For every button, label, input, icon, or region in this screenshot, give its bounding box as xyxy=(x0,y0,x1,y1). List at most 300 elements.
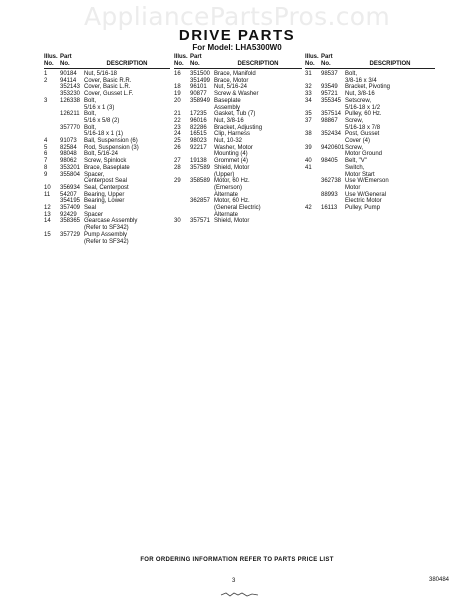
part-description: Nut, 10-32 xyxy=(214,138,243,145)
part-description: 3/8-16 x 3/4 xyxy=(345,77,377,84)
part-description: Shield, Motor xyxy=(214,218,250,225)
part-description: Brace, Baseplate xyxy=(84,164,130,171)
part-number: 357409 xyxy=(60,205,81,212)
illus-number: 29 xyxy=(174,178,181,185)
part-number xyxy=(190,105,214,112)
part-description: Bolt, xyxy=(84,97,97,104)
part-description: Pump Assembly xyxy=(84,231,128,238)
illus-number: 8 xyxy=(44,164,48,171)
part-description: Nut, 3/8-16 xyxy=(345,91,375,98)
illus-number xyxy=(305,138,321,145)
part-description: Washer, Motor xyxy=(214,144,253,151)
page-code: 380484 xyxy=(429,577,450,583)
part-description: Seal, Centerpost xyxy=(84,184,129,191)
illus-number: 28 xyxy=(174,164,181,171)
table-row xyxy=(305,205,435,212)
illus-number: 22 xyxy=(174,117,181,124)
table-row xyxy=(44,172,170,179)
table-row xyxy=(44,98,170,105)
part-description: Spacer xyxy=(84,211,104,218)
part-number: 16113 xyxy=(321,205,338,212)
illus-number xyxy=(44,84,60,91)
table-row xyxy=(44,218,170,225)
part-number xyxy=(321,125,345,132)
table-row xyxy=(174,125,302,132)
part-number: 351499 xyxy=(190,77,211,84)
illus-number: 9 xyxy=(44,171,48,178)
part-number xyxy=(190,185,214,192)
part-description: Screw & Washer xyxy=(214,91,259,98)
table-row xyxy=(44,131,170,138)
table-row xyxy=(44,192,170,199)
table-row xyxy=(174,151,302,158)
table-row xyxy=(44,165,170,172)
illus-number: 27 xyxy=(174,158,181,165)
part-description: (Emerson) xyxy=(214,184,243,191)
header-illus: Illus. No. xyxy=(44,54,58,67)
part-description: Belt, "V" xyxy=(345,158,367,165)
part-number: 91073 xyxy=(60,138,77,145)
table-row xyxy=(174,198,302,205)
table-row xyxy=(44,185,170,192)
part-description: Brace, Motor xyxy=(214,77,249,84)
illus-number: 18 xyxy=(174,84,181,91)
illus-number: 4 xyxy=(44,138,48,145)
illus-number xyxy=(44,198,60,205)
header-description: DESCRIPTION xyxy=(237,60,279,67)
table-row xyxy=(174,145,302,152)
illus-number xyxy=(44,178,60,185)
illus-number xyxy=(305,125,321,132)
header-illus: Illus. No. xyxy=(174,54,188,67)
part-description: Use W/General xyxy=(345,191,387,198)
table-row xyxy=(44,178,170,185)
part-description: Motor, 60 Hz. xyxy=(214,198,250,205)
watermark: AppliancePartsPros.com xyxy=(83,2,391,31)
part-description: (Upper) xyxy=(214,171,235,178)
part-number: 358589 xyxy=(190,178,211,185)
part-number: 88993 xyxy=(321,191,338,198)
table-row xyxy=(44,111,170,118)
part-description: Cover, Basic L.R. xyxy=(84,84,131,91)
table-row xyxy=(44,118,170,125)
part-number xyxy=(60,178,84,185)
table-row xyxy=(44,71,170,78)
illus-number: 14 xyxy=(44,218,51,225)
part-number: 355345 xyxy=(321,97,342,104)
illus-number: 3 xyxy=(44,97,48,104)
part-description: Electric Motor xyxy=(345,198,382,205)
illus-number: 35 xyxy=(305,111,312,118)
illus-number: 13 xyxy=(44,211,51,218)
table-row xyxy=(44,84,170,91)
part-description: Screw, xyxy=(345,144,364,151)
part-number: 92217 xyxy=(190,144,207,151)
illus-number xyxy=(44,118,60,125)
illus-number xyxy=(305,178,321,185)
part-description: 5/16 x 5/8 (2) xyxy=(84,117,120,124)
part-description: Ball, Suspension (6) xyxy=(84,138,138,145)
illus-number: 39 xyxy=(305,144,312,151)
part-number: 90877 xyxy=(190,91,207,98)
part-description: Bracket, Pivoting xyxy=(345,84,391,91)
part-description: Bolt, xyxy=(84,111,97,118)
part-number xyxy=(190,212,214,219)
part-description: Bolt, 5/16-24 xyxy=(84,151,119,158)
illus-number: 32 xyxy=(305,84,312,91)
parts-column-3 xyxy=(305,54,435,212)
part-description: 5/16-18 x 1 (1) xyxy=(84,131,124,138)
part-number: 357729 xyxy=(60,231,81,238)
part-description: Bolt, xyxy=(84,124,97,131)
part-number: 351500 xyxy=(190,71,211,77)
table-row xyxy=(44,232,170,239)
part-number xyxy=(321,78,345,85)
part-description: Alternate xyxy=(214,211,239,218)
part-number xyxy=(60,239,84,246)
part-description: (Refer to SF342) xyxy=(84,225,129,232)
table-row xyxy=(305,71,435,78)
table-row xyxy=(44,145,170,152)
part-description: Brace, Manifold xyxy=(214,71,256,77)
table-row xyxy=(305,198,435,205)
table-row xyxy=(174,205,302,212)
illus-number: 5 xyxy=(44,144,48,151)
part-number: 362738 xyxy=(321,178,342,185)
table-row xyxy=(305,138,435,145)
table-row xyxy=(44,78,170,85)
part-number xyxy=(321,172,345,179)
table-row xyxy=(174,131,302,138)
table-row xyxy=(174,185,302,192)
table-row xyxy=(305,98,435,105)
part-description: Gearcase Assembly xyxy=(84,218,138,225)
part-description: Motor Ground xyxy=(345,151,383,158)
part-number: 17235 xyxy=(190,111,207,118)
illus-number: 31 xyxy=(305,71,312,77)
table-row xyxy=(305,178,435,185)
part-description: Grommet (4) xyxy=(214,158,249,165)
part-description: Shield, Motor xyxy=(214,164,250,171)
part-number: 358949 xyxy=(190,97,211,104)
illus-number: 16 xyxy=(174,71,181,77)
model-subtitle: For Model: LHA5300W0 xyxy=(192,43,282,52)
illus-number xyxy=(174,192,190,199)
table-row xyxy=(174,118,302,125)
table-row xyxy=(305,78,435,85)
part-number: 92429 xyxy=(60,211,77,218)
part-description: 5/16-18 x 7/8 xyxy=(345,124,381,131)
table-row xyxy=(174,78,302,85)
table-row xyxy=(174,178,302,185)
part-number: 98537 xyxy=(321,71,338,77)
table-row xyxy=(305,145,435,152)
part-number: 126338 xyxy=(60,97,81,104)
part-number: 98023 xyxy=(190,138,207,145)
table-row xyxy=(174,105,302,112)
part-description: Cover, Gusset L.F. xyxy=(84,91,134,98)
parts-column-2 xyxy=(174,54,302,225)
illus-number: 23 xyxy=(174,124,181,131)
illus-number xyxy=(305,185,321,192)
column-header xyxy=(44,54,170,69)
part-description: Spacer, xyxy=(84,171,105,178)
header-illus: Illus. No. xyxy=(305,54,319,67)
part-description: Baseplate xyxy=(214,97,241,104)
illus-number xyxy=(174,185,190,192)
page-title: DRIVE PARTS xyxy=(178,27,296,44)
illus-number: 7 xyxy=(44,158,48,165)
table-row xyxy=(174,98,302,105)
part-number: 19138 xyxy=(190,158,207,165)
table-row xyxy=(44,239,170,246)
part-number: 96016 xyxy=(190,117,207,124)
part-description: Use W/Emerson xyxy=(345,178,389,185)
illus-number: 1 xyxy=(44,71,48,77)
illus-number xyxy=(174,151,190,158)
part-number: 354195 xyxy=(60,198,81,205)
part-number: 54207 xyxy=(60,191,77,198)
illus-number: 20 xyxy=(174,97,181,104)
part-description: Nut, 5/16-18 xyxy=(84,71,118,77)
parts-rows xyxy=(44,71,170,245)
part-number: 357589 xyxy=(190,164,211,171)
part-number: 90184 xyxy=(60,71,77,77)
header-part: Part No. xyxy=(321,54,333,67)
illus-number xyxy=(44,111,60,118)
part-description: Cover (4) xyxy=(345,138,371,145)
illus-number xyxy=(44,225,60,232)
table-row xyxy=(305,192,435,199)
illus-number xyxy=(174,105,190,112)
header-part: Part No. xyxy=(190,54,202,67)
illus-number: 25 xyxy=(174,138,181,145)
part-number xyxy=(321,198,345,205)
table-row xyxy=(174,192,302,199)
part-description: Bearing, Upper xyxy=(84,191,125,198)
table-row xyxy=(44,158,170,165)
part-number: 93549 xyxy=(321,84,338,91)
ordering-note: FOR ORDERING INFORMATION REFER TO PARTS PRICE LIST xyxy=(140,557,334,563)
part-number xyxy=(190,151,214,158)
illus-number: 41 xyxy=(305,164,312,171)
illus-number: 21 xyxy=(174,111,181,118)
part-description: Bracket, Adjusting xyxy=(214,124,263,131)
table-row xyxy=(44,212,170,219)
illus-number xyxy=(44,125,60,132)
illus-number: 33 xyxy=(305,91,312,98)
part-number: 98867 xyxy=(321,117,338,124)
part-number: 362857 xyxy=(190,198,211,205)
part-number xyxy=(321,105,345,112)
part-description: Clip, Harness xyxy=(214,131,251,138)
part-number xyxy=(321,185,345,192)
illus-number: 6 xyxy=(44,151,48,158)
page-number: 3 xyxy=(232,578,236,584)
illus-number: 26 xyxy=(174,144,181,151)
table-row xyxy=(44,105,170,112)
part-number: 356934 xyxy=(60,184,81,191)
part-description: Seal xyxy=(84,205,97,212)
part-description: Nut, 3/8-16 xyxy=(214,117,244,124)
part-number xyxy=(190,205,214,212)
illus-number xyxy=(305,192,321,199)
illus-number xyxy=(174,172,190,179)
illus-number: 24 xyxy=(174,131,181,138)
illus-number xyxy=(44,105,60,112)
part-number xyxy=(60,131,84,138)
part-description: Mounting (4) xyxy=(214,151,248,158)
part-number: 82286 xyxy=(190,124,207,131)
header-part: Part No. xyxy=(60,54,72,67)
table-row xyxy=(174,84,302,91)
part-number: 94114 xyxy=(60,77,77,84)
illus-number xyxy=(305,172,321,179)
part-number: 126211 xyxy=(60,111,80,118)
illus-number: 30 xyxy=(174,218,181,225)
part-description: Rod, Suspension (3) xyxy=(84,144,139,151)
part-description: Setscrew, xyxy=(345,97,372,104)
part-description: Alternate xyxy=(214,191,239,198)
part-number: 353230 xyxy=(60,91,81,98)
illus-number xyxy=(174,198,190,205)
part-number: 9420601 xyxy=(321,144,345,151)
part-description: Centerpost Seal xyxy=(84,178,128,185)
illus-number: 10 xyxy=(44,184,51,191)
table-row xyxy=(305,158,435,165)
table-row xyxy=(44,138,170,145)
part-number xyxy=(321,151,345,158)
table-row xyxy=(174,158,302,165)
table-row xyxy=(174,172,302,179)
illus-number xyxy=(174,78,190,85)
illus-number xyxy=(44,131,60,138)
part-number: 355804 xyxy=(60,171,81,178)
part-number xyxy=(190,172,214,179)
header-description: DESCRIPTION xyxy=(106,60,148,67)
parts-column-1 xyxy=(44,54,170,245)
illus-number: 15 xyxy=(44,231,51,238)
part-number xyxy=(321,138,345,145)
table-row xyxy=(174,91,302,98)
part-number xyxy=(190,192,214,199)
illus-number xyxy=(44,91,60,98)
part-description: Screw, xyxy=(345,117,364,124)
part-description: Pulley, Pump xyxy=(345,205,380,212)
part-description: 5/16 x 1 (3) xyxy=(84,104,115,111)
part-description: Gasket, Tub (7) xyxy=(214,111,256,118)
part-description: Motor, 60 Hz. xyxy=(214,178,250,185)
illus-number: 42 xyxy=(305,205,312,212)
part-number xyxy=(60,105,84,112)
illus-number: 2 xyxy=(44,77,48,84)
part-number: 352143 xyxy=(60,84,81,91)
illus-number: 37 xyxy=(305,117,312,124)
part-description: Pulley, 60 Hz. xyxy=(345,111,382,118)
part-number: 98048 xyxy=(60,151,77,158)
part-description: (General Electric) xyxy=(214,205,261,212)
illus-number xyxy=(305,78,321,85)
scribble-mark xyxy=(220,591,260,597)
part-number xyxy=(321,165,345,172)
table-row xyxy=(44,91,170,98)
illus-number xyxy=(305,198,321,205)
part-number: 357571 xyxy=(190,218,211,225)
part-description: (Refer to SF342) xyxy=(84,238,129,245)
illus-number: 40 xyxy=(305,158,312,165)
table-row xyxy=(44,125,170,132)
parts-rows xyxy=(174,71,302,225)
illus-number xyxy=(305,105,321,112)
illus-number: 12 xyxy=(44,205,51,212)
table-row xyxy=(174,111,302,118)
table-row xyxy=(44,151,170,158)
parts-rows xyxy=(305,71,435,212)
part-number: 357514 xyxy=(321,111,342,118)
table-row xyxy=(305,111,435,118)
table-row xyxy=(305,84,435,91)
part-description: Post, Gusset xyxy=(345,131,380,138)
table-row xyxy=(174,165,302,172)
part-description: Screw, Spinlock xyxy=(84,158,127,165)
illus-number: 38 xyxy=(305,131,312,138)
table-row xyxy=(174,138,302,145)
part-description: Nut, 5/16-24 xyxy=(214,84,248,91)
part-number: 352434 xyxy=(321,131,342,138)
part-number: 82584 xyxy=(60,144,77,151)
column-header xyxy=(174,54,302,69)
header-description: DESCRIPTION xyxy=(369,60,411,67)
part-number: 96101 xyxy=(190,84,207,91)
part-description: Switch, xyxy=(345,164,365,171)
part-number: 16515 xyxy=(190,131,207,138)
part-number: 353201 xyxy=(60,164,81,171)
table-row xyxy=(174,212,302,219)
column-header xyxy=(305,54,435,69)
illus-number: 11 xyxy=(44,191,51,198)
illus-number xyxy=(44,239,60,246)
part-description: Motor xyxy=(345,184,361,191)
table-row xyxy=(44,205,170,212)
illus-number: 19 xyxy=(174,91,181,98)
part-description: Assembly xyxy=(214,104,241,111)
part-description: 5/16-18 x 1/2 xyxy=(345,104,381,111)
part-number xyxy=(60,225,84,232)
table-row xyxy=(305,118,435,125)
table-row xyxy=(305,172,435,179)
part-number: 357770 xyxy=(60,124,81,131)
illus-number xyxy=(305,151,321,158)
part-number: 98405 xyxy=(321,158,338,165)
illus-number xyxy=(174,212,190,219)
illus-number: 34 xyxy=(305,97,312,104)
part-description: Bearing, Lower xyxy=(84,198,125,205)
table-row xyxy=(305,125,435,132)
part-number: 98062 xyxy=(60,158,77,165)
illus-number xyxy=(174,205,190,212)
table-row xyxy=(44,225,170,232)
table-row xyxy=(174,218,302,225)
table-row xyxy=(174,71,302,78)
part-number: 358365 xyxy=(60,218,81,225)
table-row xyxy=(305,131,435,138)
table-row xyxy=(305,91,435,98)
table-row xyxy=(305,105,435,112)
table-row xyxy=(305,151,435,158)
part-description: Motor Start xyxy=(345,171,375,178)
table-row xyxy=(305,165,435,172)
table-row xyxy=(305,185,435,192)
